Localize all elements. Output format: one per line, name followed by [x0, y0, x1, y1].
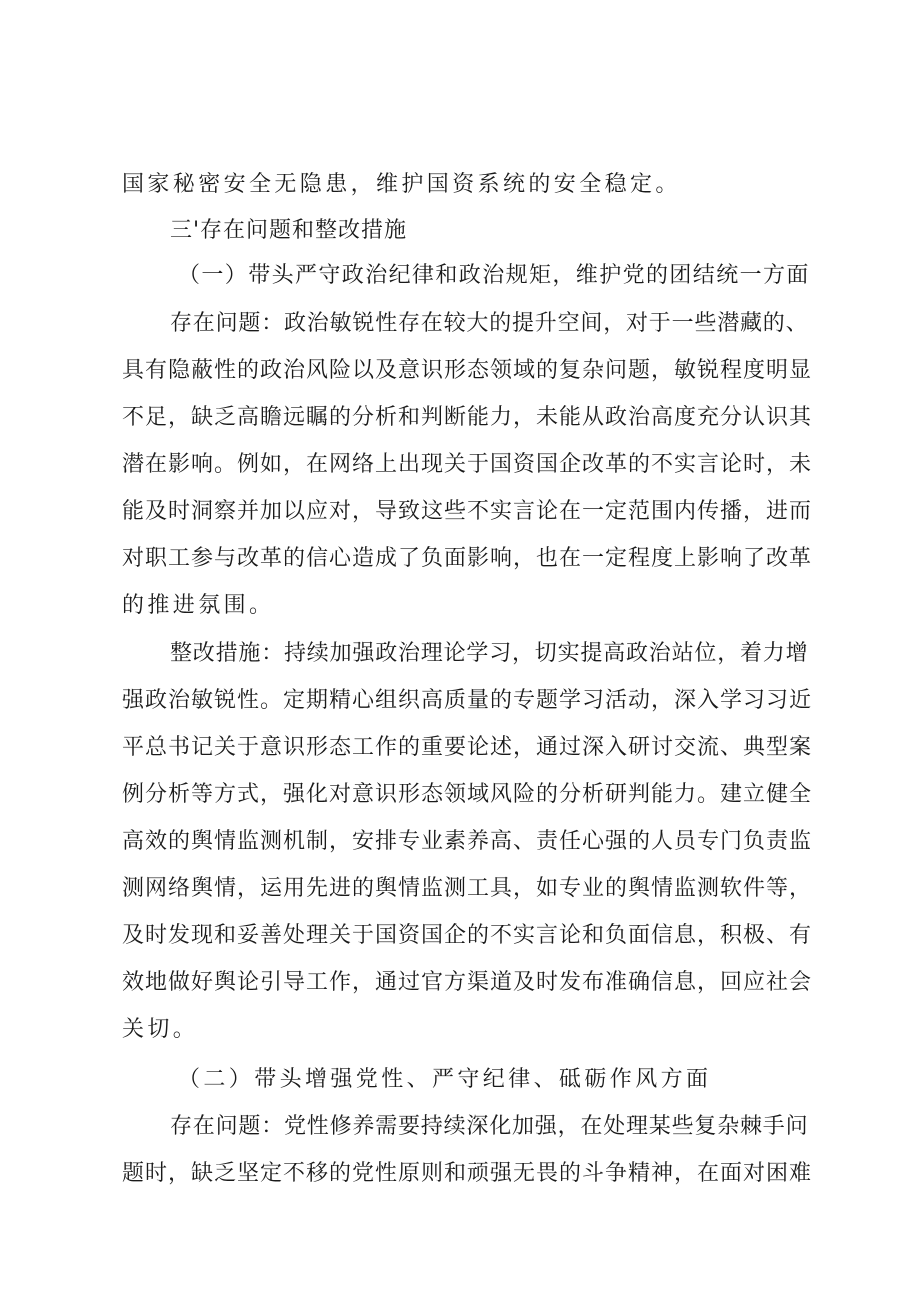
subsection-1-measure-line: 高效的舆情监测机制，安排专业素养高、责任心强的人员专门负责监: [122, 829, 813, 854]
subsection-1-problem-line: 能及时洞察并加以应对，导致这些不实言论在一定范围内传播，进而: [122, 499, 813, 524]
subsection-1-measure-line: 关切。: [122, 1017, 199, 1042]
subsection-2-problem-line: 题时，缺乏坚定不移的党性原则和顽强无畏的斗争精神，在面对困难: [122, 1161, 813, 1186]
subsection-1-problem-line: 具有隐蔽性的政治风险以及意识形态领域的复杂问题，敏锐程度明显: [122, 358, 813, 383]
subsection-1-measure-line: 测网络舆情，运用先进的舆情监测工具，如专业的舆情监测软件等，: [122, 876, 813, 901]
subsection-1-measure-line: 平总书记关于意识形态工作的重要论述，通过深入研讨交流、典型案: [122, 735, 813, 760]
subsection-1-measure-line: 及时发现和妥善处理关于国资国企的不实言论和负面信息，积极、有: [122, 923, 813, 948]
subsection-1-measure-line: 整改措施：持续加强政治理论学习，切实提高政治站位，着力增: [170, 641, 809, 666]
subsection-1-measure-line: 例分析等方式，强化对意识形态领域风险的分析研判能力。建立健全: [122, 782, 813, 807]
subsection-1-measure-line: 强政治敏锐性。定期精心组织高质量的专题学习活动，深入学习习近: [122, 688, 813, 713]
subsection-1-problem-line: 的推进氛围。: [122, 593, 275, 618]
subsection-1-problem-line: 不足，缺乏高瞻远瞩的分析和判断能力，未能从政治高度充分认识其: [122, 405, 813, 430]
subsection-1-problem-line: 对职工参与改革的信心造成了负面影响，也在一定程度上影响了改革: [122, 546, 813, 571]
subsection-1-problem-line: 存在问题：政治敏锐性存在较大的提升空间，对于一些潜藏的、: [170, 311, 809, 336]
paragraph-continuation: 国家秘密安全无隐患，维护国资系统的安全稳定。: [122, 172, 681, 197]
subsection-2-title: （二）带头增强党性、严守纪律、砥砺作风方面: [178, 1067, 712, 1092]
subsection-1-measure-line: 效地做好舆论引导工作，通过官方渠道及时发布准确信息，回应社会: [122, 970, 813, 995]
subsection-1-problem-line: 潜在影响。例如，在网络上出现关于国资国企改革的不实言论时，未: [122, 452, 813, 477]
subsection-1-title: （一）带头严守政治纪律和政治规矩，维护党的团结统一方面: [178, 263, 810, 288]
section-heading: 三'存在问题和整改措施: [170, 218, 408, 243]
subsection-2-problem-line: 存在问题：党性修养需要持续深化加强，在处理某些复杂棘手问: [170, 1114, 809, 1139]
